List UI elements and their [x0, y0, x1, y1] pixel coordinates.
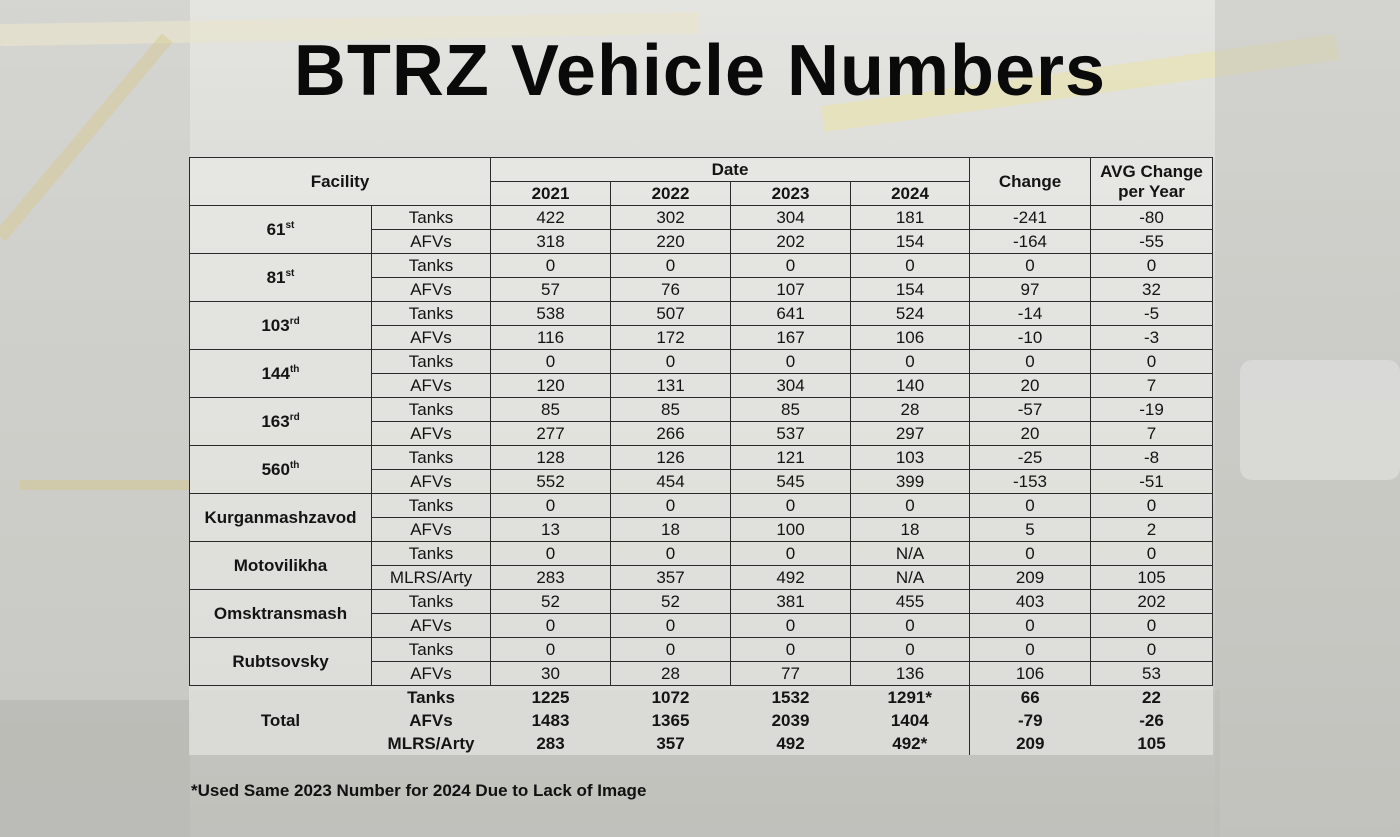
- change-value: 97: [970, 278, 1091, 302]
- year-value: 422: [491, 206, 611, 230]
- year-value: 0: [491, 638, 611, 662]
- year-value: 381: [731, 590, 851, 614]
- year-value: 18: [851, 518, 970, 542]
- year-value: 1291*: [887, 687, 932, 707]
- year-value: 181: [851, 206, 970, 230]
- vehicle-type: Tanks: [372, 206, 491, 230]
- year-value: 13: [491, 518, 611, 542]
- table-row: [190, 206, 1213, 230]
- avg-change-value: 0: [1091, 614, 1213, 638]
- facility-name: [190, 542, 372, 590]
- year-value: 0: [731, 494, 851, 518]
- total-label: Total: [260, 710, 301, 730]
- avg-change-value: 0: [1091, 638, 1213, 662]
- year-value: 0: [611, 638, 731, 662]
- facility-name: [190, 638, 372, 686]
- year-value: 154: [851, 230, 970, 254]
- facility-name: [190, 446, 372, 494]
- year-value: 1483: [531, 710, 570, 730]
- avg-change-value: 0: [1091, 494, 1213, 518]
- year-value: 277: [491, 422, 611, 446]
- avg-change-value: 32: [1091, 278, 1213, 302]
- vehicle-type: MLRS/Arty: [372, 566, 491, 590]
- avg-change-value: -8: [1091, 446, 1213, 470]
- year-value: 0: [611, 494, 731, 518]
- year-value: 107: [731, 278, 851, 302]
- facility-name: [190, 494, 372, 542]
- change-header: Change: [970, 158, 1091, 206]
- table-row: [190, 254, 1213, 278]
- change-value: 20: [970, 422, 1091, 446]
- facility-label: 560: [261, 459, 290, 479]
- year-value: 1365: [651, 710, 690, 730]
- facility-label: 61: [266, 219, 286, 239]
- facility-label: Motovilikha: [233, 555, 328, 575]
- table-row: [190, 590, 1213, 614]
- vehicle-type: Tanks: [372, 350, 491, 374]
- year-value: 100: [731, 518, 851, 542]
- avg-change-value: 7: [1091, 374, 1213, 398]
- year-header: 2023: [731, 182, 851, 206]
- change-value: -79: [970, 709, 1091, 732]
- table-row: [190, 446, 1213, 470]
- vehicle-type: Tanks: [372, 638, 491, 662]
- avg-change-value: -26: [1139, 710, 1164, 730]
- vehicle-type: Tanks: [407, 687, 455, 707]
- avg-change-value: 105: [1091, 566, 1213, 590]
- facility-name: [190, 206, 372, 254]
- year-value: 1404: [890, 710, 929, 730]
- year-value: 103: [851, 446, 970, 470]
- facility-name: [190, 350, 372, 398]
- facility-rows: [190, 206, 1213, 686]
- year-value: 357: [611, 566, 731, 590]
- facility-ordinal-suffix: rd: [289, 411, 300, 423]
- table-header: [190, 158, 1213, 206]
- year-value: 318: [491, 230, 611, 254]
- year-value: 0: [851, 350, 970, 374]
- vehicle-type: Tanks: [372, 302, 491, 326]
- facility-ordinal-suffix: st: [285, 219, 295, 231]
- table-row: [190, 398, 1213, 422]
- facility-label: 103: [261, 315, 290, 335]
- year-value: 454: [611, 470, 731, 494]
- vehicle-type: Tanks: [372, 542, 491, 566]
- year-value: 283: [491, 566, 611, 590]
- year-value: 399: [851, 470, 970, 494]
- total-row: [190, 686, 1213, 710]
- year-value: 28: [851, 398, 970, 422]
- year-value: 266: [611, 422, 731, 446]
- vehicle-numbers-table: [189, 157, 1213, 755]
- avg-change-value: -19: [1091, 398, 1213, 422]
- year-value: 357: [656, 733, 685, 753]
- change-value: 209: [970, 732, 1091, 755]
- year-value: 0: [491, 494, 611, 518]
- year-value: 57: [491, 278, 611, 302]
- facility-label: 163: [261, 411, 290, 431]
- year-value: 537: [731, 422, 851, 446]
- year-value: 0: [611, 254, 731, 278]
- avg-change-value: -55: [1091, 230, 1213, 254]
- year-header: 2024: [851, 182, 970, 206]
- year-value: 52: [611, 590, 731, 614]
- facility-label: Kurganmashzavod: [204, 507, 357, 527]
- vehicle-type: AFVs: [409, 710, 453, 730]
- vehicle-type: Tanks: [372, 590, 491, 614]
- facility-name: [190, 590, 372, 638]
- year-value: 0: [611, 350, 731, 374]
- vehicle-type: AFVs: [372, 422, 491, 446]
- avg-change-value: 0: [1091, 254, 1213, 278]
- year-value: 28: [611, 662, 731, 686]
- year-value: 140: [851, 374, 970, 398]
- year-value: 0: [491, 350, 611, 374]
- slide-title: BTRZ Vehicle Numbers: [293, 31, 1107, 111]
- year-value: 0: [611, 542, 731, 566]
- year-value: 126: [611, 446, 731, 470]
- year-value: 304: [731, 206, 851, 230]
- year-value: 1225: [531, 687, 570, 707]
- facility-name: [190, 398, 372, 446]
- year-value: 0: [851, 614, 970, 638]
- avg-change-value: 105: [1137, 733, 1166, 753]
- year-value: 304: [731, 374, 851, 398]
- change-value: 0: [970, 542, 1091, 566]
- year-value: 0: [731, 542, 851, 566]
- change-value: 0: [970, 638, 1091, 662]
- facility-name: [190, 302, 372, 350]
- avg-change-value: 0: [1091, 350, 1213, 374]
- year-value: 492*: [892, 733, 928, 753]
- year-value: 2039: [771, 710, 810, 730]
- year-value: 641: [731, 302, 851, 326]
- year-value: 283: [536, 733, 565, 753]
- year-value: 128: [491, 446, 611, 470]
- year-value: 0: [851, 254, 970, 278]
- year-value: 455: [851, 590, 970, 614]
- year-value: 0: [851, 494, 970, 518]
- change-value: 209: [970, 566, 1091, 590]
- year-value: 507: [611, 302, 731, 326]
- vehicle-type: AFVs: [372, 662, 491, 686]
- change-value: -153: [970, 470, 1091, 494]
- avg-change-value: 202: [1091, 590, 1213, 614]
- vehicle-type: Tanks: [372, 254, 491, 278]
- avg-change-value: 0: [1091, 542, 1213, 566]
- avg-header-line1: AVG Change: [1100, 161, 1203, 181]
- facility-header: Facility: [190, 158, 491, 206]
- year-value: 121: [731, 446, 851, 470]
- change-value: -25: [970, 446, 1091, 470]
- vehicle-type: AFVs: [372, 374, 491, 398]
- facility-label: 81: [266, 267, 286, 287]
- year-header: 2022: [611, 182, 731, 206]
- change-value: 20: [970, 374, 1091, 398]
- change-value: -57: [970, 398, 1091, 422]
- avg-change-header: [1091, 158, 1213, 206]
- avg-change-value: -3: [1091, 326, 1213, 350]
- year-value: 167: [731, 326, 851, 350]
- year-value: 0: [851, 638, 970, 662]
- year-value: 492: [776, 733, 805, 753]
- year-value: 136: [851, 662, 970, 686]
- vehicle-type: AFVs: [372, 326, 491, 350]
- year-value: 85: [491, 398, 611, 422]
- avg-change-value: -80: [1091, 206, 1213, 230]
- year-value: 0: [491, 614, 611, 638]
- year-value: 116: [491, 326, 611, 350]
- year-value: 297: [851, 422, 970, 446]
- avg-change-value: -5: [1091, 302, 1213, 326]
- year-value: 0: [731, 350, 851, 374]
- change-value: -14: [970, 302, 1091, 326]
- year-value: 0: [731, 254, 851, 278]
- avg-header-line2: per Year: [1118, 181, 1185, 201]
- year-value: 18: [611, 518, 731, 542]
- year-value: 172: [611, 326, 731, 350]
- year-value: 0: [731, 614, 851, 638]
- year-value: 76: [611, 278, 731, 302]
- footnote: *Used Same 2023 Number for 2024 Due to Lack of Image: [191, 781, 647, 800]
- year-value: 538: [491, 302, 611, 326]
- vehicle-type: MLRS/Arty: [387, 733, 475, 753]
- vehicle-type: Tanks: [372, 398, 491, 422]
- avg-change-value: 22: [1142, 687, 1161, 707]
- avg-change-value: 2: [1091, 518, 1213, 542]
- year-value: 302: [611, 206, 731, 230]
- year-value: 524: [851, 302, 970, 326]
- vehicle-type: AFVs: [372, 518, 491, 542]
- year-header: 2021: [491, 182, 611, 206]
- facility-label: Omsktransmash: [213, 603, 348, 623]
- year-value: N/A: [851, 542, 970, 566]
- vehicle-type: Tanks: [372, 494, 491, 518]
- year-value: 85: [611, 398, 731, 422]
- table-row: [190, 494, 1213, 518]
- facility-ordinal-suffix: th: [289, 363, 300, 375]
- year-value: 85: [731, 398, 851, 422]
- vehicle-type: AFVs: [372, 614, 491, 638]
- avg-change-value: -51: [1091, 470, 1213, 494]
- year-value: 30: [491, 662, 611, 686]
- vehicle-type: Tanks: [372, 446, 491, 470]
- change-value: 0: [970, 614, 1091, 638]
- avg-change-value: 7: [1091, 422, 1213, 446]
- year-value: 552: [491, 470, 611, 494]
- change-value: -10: [970, 326, 1091, 350]
- change-value: -241: [970, 206, 1091, 230]
- year-value: 52: [491, 590, 611, 614]
- table-row: [190, 638, 1213, 662]
- table-row: [190, 302, 1213, 326]
- year-value: 492: [731, 566, 851, 590]
- table-row: [190, 350, 1213, 374]
- change-value: 0: [970, 350, 1091, 374]
- total-rows: [190, 686, 1213, 756]
- year-value: 120: [491, 374, 611, 398]
- year-value: 106: [851, 326, 970, 350]
- year-value: 220: [611, 230, 731, 254]
- avg-change-value: 53: [1091, 662, 1213, 686]
- year-value: 545: [731, 470, 851, 494]
- year-value: 0: [491, 254, 611, 278]
- facility-name: [190, 254, 372, 302]
- facility-ordinal-suffix: rd: [289, 315, 300, 327]
- year-value: 77: [731, 662, 851, 686]
- year-value: 202: [731, 230, 851, 254]
- vehicle-type: AFVs: [372, 470, 491, 494]
- change-value: 0: [970, 254, 1091, 278]
- year-value: 0: [611, 614, 731, 638]
- change-value: 106: [970, 662, 1091, 686]
- change-value: 66: [970, 686, 1091, 710]
- facility-ordinal-suffix: th: [289, 459, 300, 471]
- change-value: 403: [970, 590, 1091, 614]
- year-value: 0: [731, 638, 851, 662]
- year-value: 0: [491, 542, 611, 566]
- vehicle-type: AFVs: [372, 278, 491, 302]
- year-value: 1532: [771, 687, 810, 707]
- facility-label: Rubtsovsky: [232, 651, 329, 671]
- year-value: N/A: [851, 566, 970, 590]
- vehicle-type: AFVs: [372, 230, 491, 254]
- change-value: -164: [970, 230, 1091, 254]
- year-value: 131: [611, 374, 731, 398]
- date-header: Date: [491, 158, 970, 182]
- change-value: 5: [970, 518, 1091, 542]
- table-row: [190, 542, 1213, 566]
- change-value: 0: [970, 494, 1091, 518]
- year-value: 1072: [651, 687, 690, 707]
- facility-label: 144: [261, 363, 290, 383]
- facility-ordinal-suffix: st: [285, 267, 295, 279]
- year-value: 154: [851, 278, 970, 302]
